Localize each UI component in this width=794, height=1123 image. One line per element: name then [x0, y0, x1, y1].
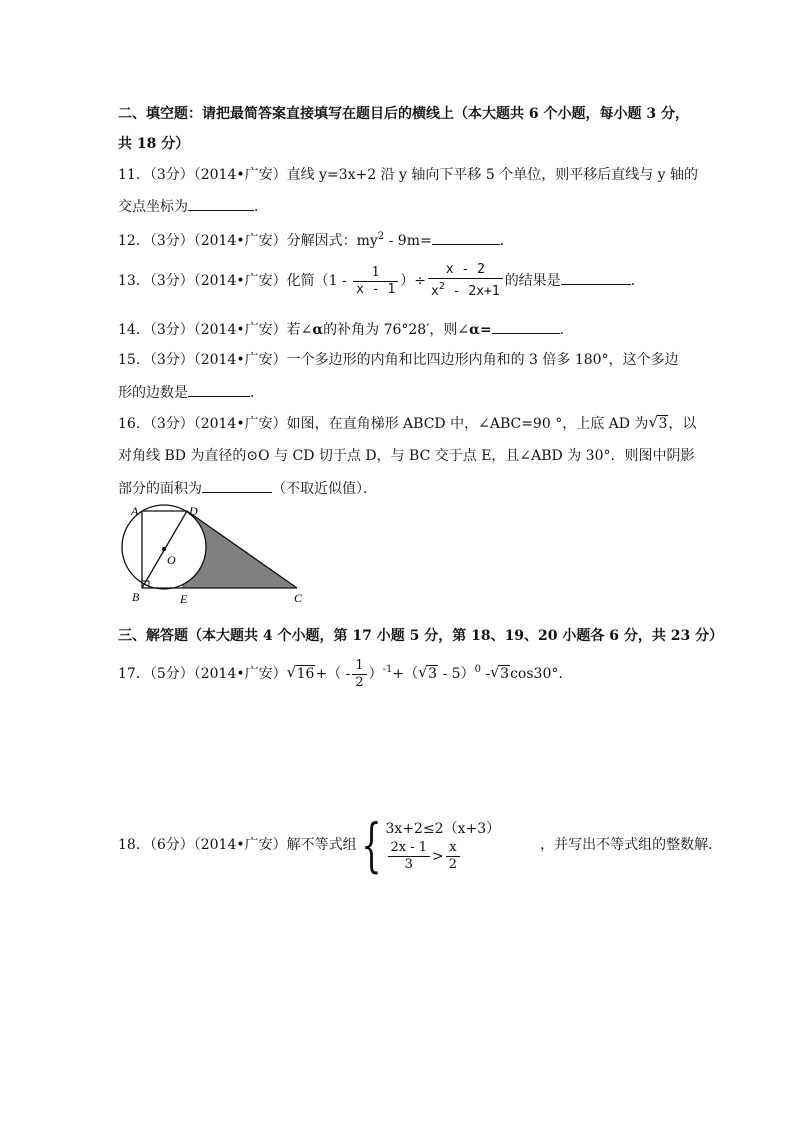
q15-end: ． — [250, 385, 264, 401]
q15-text: 形的边数是 — [118, 385, 188, 401]
q16-line3-a: 部分的面积为 — [118, 481, 202, 497]
q12-end: ． — [499, 233, 514, 249]
sqrt-sign-icon: √ — [286, 663, 297, 681]
q16-line1-a: 16．（3分）（2014•广安）如图，在直角梯形 ABCD 中，∠ABC=90 °，上底 AD 为 — [118, 416, 649, 432]
q17-sqrt-3 — [490, 656, 510, 692]
q12-prefix: 12．（3分）（2014•广安）分解因式：my — [118, 233, 378, 249]
center-point-o — [162, 547, 166, 551]
q11-text: 交点坐标为 — [118, 199, 188, 215]
q13-fraction-1 — [353, 265, 398, 298]
q17-radicand-3: 3 — [500, 666, 510, 682]
q16-answer-blank[interactable] — [202, 478, 272, 493]
section2-heading-line1: 二、填空题：请把最简答案直接填写在题目后的横线上（本大题共 6 个小题，每小题 3 分， — [118, 106, 689, 122]
q13-fraction-2 — [428, 262, 503, 300]
section3-heading: 三、解答题（本大题共 4 个小题，第 17 小题 5 分，第 18、19、20 小题各 6 分，共 23 分） — [118, 628, 724, 644]
q12-mid: - 9m= — [384, 233, 432, 249]
q14-eq: = — [479, 322, 492, 338]
q14-answer-blank[interactable] — [492, 319, 560, 334]
q18-f2-numerator: x — [449, 839, 457, 855]
sqrt-sign-icon: √ — [418, 663, 428, 681]
q18-f1-numerator: 2x - 1 — [390, 839, 428, 855]
q18-gt: > — [432, 848, 444, 864]
q12-answer-blank[interactable] — [432, 230, 500, 245]
q14 — [118, 319, 574, 340]
q18-f2-denominator: 2 — [446, 856, 460, 873]
q18-fraction-2 — [446, 840, 460, 873]
q17-f-denominator: 2 — [352, 674, 366, 691]
q16-radicand: 3 — [658, 416, 668, 432]
geometry-figure — [112, 502, 312, 606]
q17-sqrt-1 — [287, 656, 316, 692]
q13-mid: ）÷ — [400, 273, 427, 289]
q14-alpha: α — [312, 322, 324, 338]
q17-f-numerator: 1 — [355, 657, 364, 673]
q18-prefix: 18．（6分）（2014•广安）解不等式组 — [118, 837, 357, 853]
q15-line1: 15．（3分）（2014•广安）一个多边形的内角和比四边形内角和的 3 倍多 180°，这个多边 — [118, 352, 679, 368]
q13-suffix: 的结果是 — [504, 273, 561, 289]
q11-end: ． — [254, 199, 268, 215]
q16-sqrt — [648, 414, 668, 434]
q17-prefix: 17．（5分）（2014•广安） — [118, 666, 287, 682]
q18-system — [386, 818, 501, 873]
q17-radicand-1: 16 — [296, 666, 315, 682]
section2-heading-line2: 共 18 分） — [118, 136, 190, 152]
q18-row1: 3x+2≤2（x+3） — [385, 820, 501, 837]
q13-f2-den-exp: 2 — [438, 281, 445, 292]
q17-radicand-2: 3 — [428, 666, 438, 682]
q16-line1 — [118, 414, 696, 434]
q12 — [118, 227, 514, 251]
q16-line2: 对角线 BD 为直径的⊙O 与 CD 切于点 D，与 BC 交于点 E，且∠ABD 为 30°．则图中阴影 — [118, 448, 695, 464]
sqrt-sign-icon: √ — [648, 413, 658, 431]
q14-alpha2: α — [469, 322, 480, 338]
q17 — [118, 652, 563, 692]
q16-line3 — [118, 478, 377, 499]
label-d: D — [189, 504, 198, 518]
q17-plus2: +（ — [392, 666, 419, 682]
q17-plus1: +（ - — [315, 666, 351, 682]
q17-cos: cos30°. — [510, 666, 563, 682]
q17-exp0: 0 — [474, 664, 481, 675]
label-e: E — [180, 592, 188, 606]
label-c: C — [294, 591, 303, 605]
q11-answer-blank[interactable] — [188, 196, 254, 211]
q15-line2 — [118, 382, 264, 403]
brace-icon: { — [360, 811, 382, 879]
q13-f2-numerator: x - 2 — [445, 262, 485, 277]
q13-f2-den-rest: - 2x+1 — [444, 284, 500, 299]
q13-f2-den-x: x — [431, 284, 439, 299]
q13-f1-numerator: 1 — [371, 264, 380, 280]
q17-minus: - — [480, 666, 491, 682]
q14-mid: 的补角为 76°28′，则∠ — [323, 322, 470, 338]
q13-prefix: 13．（3分）（2014•广安）化简（1 - — [118, 273, 347, 289]
q17-sqrt-2 — [418, 656, 438, 692]
q17-minus5: - 5） — [438, 666, 475, 682]
q13-answer-blank[interactable] — [561, 270, 631, 285]
q18-fraction-1 — [388, 840, 431, 873]
q13 — [118, 262, 645, 300]
sqrt-sign-icon: √ — [490, 663, 500, 681]
q17-close: ） — [368, 666, 383, 682]
q13-end: ． — [630, 273, 645, 289]
q18 — [118, 808, 722, 882]
q18-f1-denominator: 3 — [388, 856, 431, 873]
q14-prefix: 14．（3分）（2014•广安）若∠ — [118, 322, 313, 338]
q18-row2 — [386, 840, 501, 873]
label-o: O — [167, 553, 176, 567]
label-a: A — [131, 504, 139, 518]
q15-answer-blank[interactable] — [188, 382, 250, 397]
q13-f1-denominator: x - 1 — [353, 281, 398, 298]
q11-line2 — [118, 196, 268, 217]
label-b: B — [132, 590, 140, 604]
q16-line1-b: ，以 — [668, 416, 697, 432]
q11-line1: 11．（3分）（2014•广安）直线 y=3x+2 沿 y 轴向下平移 5 个单位，则平移后直线与 y 轴的 — [118, 167, 699, 183]
q13-f2-denominator — [428, 278, 503, 300]
q17-exp1: -1 — [382, 664, 393, 675]
q18-suffix: ，并写出不等式组的整数解． — [540, 837, 723, 853]
q17-fraction — [352, 658, 366, 691]
q14-end: ． — [559, 322, 574, 338]
q16-line3-b: （不取近似值）． — [272, 481, 377, 497]
q12-exponent: 2 — [377, 231, 385, 242]
